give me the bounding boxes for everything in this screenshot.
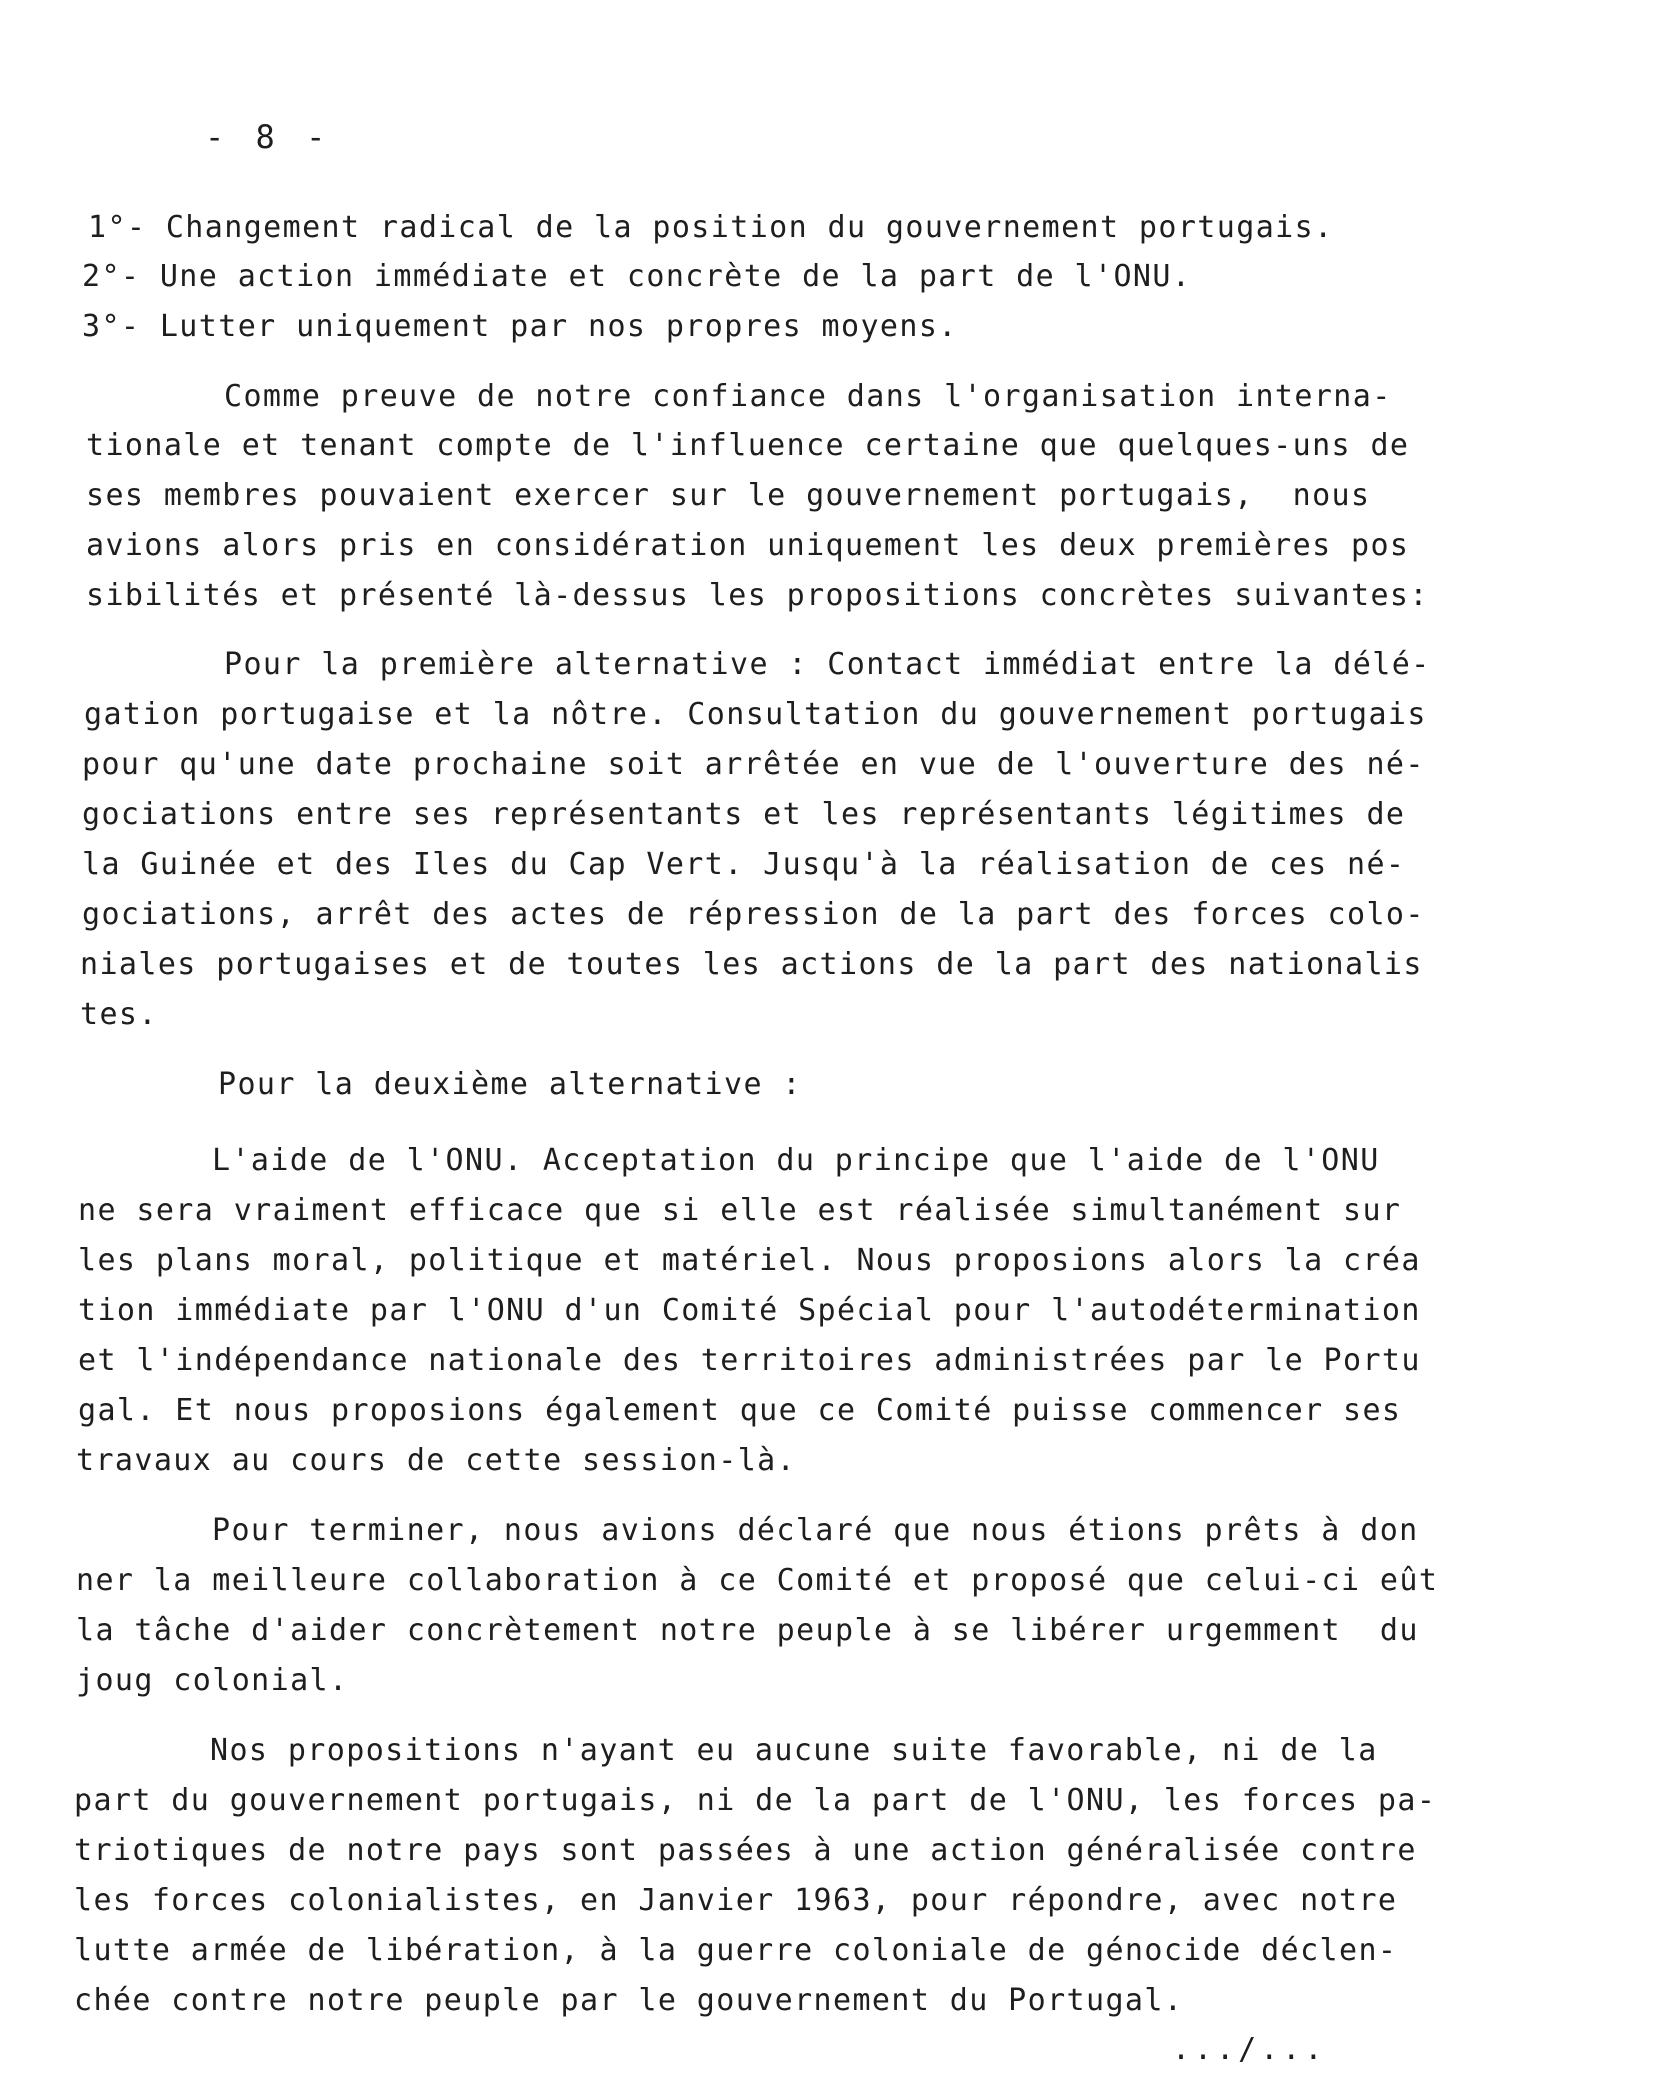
paragraph-line: et l'indépendance nationale des territoires administrées par le Portu: [78, 1343, 1421, 1378]
paragraph-line: ne sera vraiment efficace que si elle est réalisée simultanément sur: [78, 1193, 1402, 1228]
paragraph-line: la tâche d'aider concrètement notre peuple à se libérer urgemment du: [76, 1613, 1419, 1648]
paragraph-line: les forces colonialistes, en Janvier 1963, pour répondre, avec notre: [74, 1883, 1398, 1918]
paragraph-line: Pour la première alternative : Contact immédiat entre la délé-: [224, 647, 1431, 682]
paragraph-line: gociations entre ses représentants et les représentants légitimes de: [82, 797, 1406, 832]
paragraph-line: gation portugaise et la nôtre. Consultation du gouvernement portugais: [84, 697, 1427, 732]
paragraph-line: Pour la deuxième alternative :: [218, 1067, 802, 1102]
page-number: - 8 -: [205, 118, 332, 156]
paragraph-line: sibilités et présenté là-dessus les propositions concrètes suivantes:: [86, 578, 1429, 613]
paragraph-line: Pour terminer, nous avions déclaré que nous étions prêts à don: [212, 1513, 1419, 1548]
paragraph-line: tion immédiate par l'ONU d'un Comité Spécial pour l'autodétermination: [78, 1293, 1421, 1328]
paragraph-line: tes.: [80, 997, 158, 1032]
paragraph-line: la Guinée et des Iles du Cap Vert. Jusqu'à la réalisation de ces né-: [82, 847, 1406, 882]
paragraph-line: tionale et tenant compte de l'influence certaine que quelques-uns de: [86, 428, 1410, 463]
paragraph-line: joug colonial.: [76, 1663, 349, 1698]
continuation-mark: .../...: [1172, 2032, 1327, 2067]
paragraph-line: L'aide de l'ONU. Acceptation du principe que l'aide de l'ONU: [212, 1143, 1380, 1178]
paragraph-line: ses membres pouvaient exercer sur le gouvernement portugais, nous: [86, 478, 1371, 513]
paragraph-line: niales portugaises et de toutes les actions de la part des nationalis: [80, 947, 1423, 982]
paragraph-line: gociations, arrêt des actes de répression de la part des forces colo-: [82, 897, 1425, 932]
paragraph-line: les plans moral, politique et matériel. Nous proposions alors la créa: [78, 1243, 1421, 1278]
list-item: 3°- Lutter uniquement par nos propres moyens.: [82, 309, 958, 344]
paragraph-line: gal. Et nous proposions également que ce Comité puisse commencer ses: [78, 1393, 1402, 1428]
paragraph-line: ner la meilleure collaboration à ce Comité et proposé que celui-ci eût: [76, 1563, 1439, 1598]
paragraph-line: Comme preuve de notre confiance dans l'organisation interna-: [224, 379, 1392, 414]
paragraph-line: lutte armée de libération, à la guerre coloniale de génocide déclen-: [74, 1933, 1398, 1968]
list-item: 2°- Une action immédiate et concrète de la part de l'ONU.: [82, 259, 1192, 294]
paragraph-line: Nos propositions n'ayant eu aucune suite favorable, ni de la: [210, 1733, 1378, 1768]
paragraph-line: avions alors pris en considération uniquement les deux premières pos: [86, 528, 1410, 563]
paragraph-line: chée contre notre peuple par le gouvernement du Portugal.: [74, 1983, 1184, 2018]
paragraph-line: triotiques de notre pays sont passées à une action généralisée contre: [74, 1833, 1417, 1868]
paragraph-line: part du gouvernement portugais, ni de la part de l'ONU, les forces pa-: [74, 1783, 1437, 1818]
paragraph-line: travaux au cours de cette session-là.: [76, 1443, 797, 1478]
list-item: 1°- Changement radical de la position du gouvernement portugais.: [88, 210, 1334, 245]
paragraph-line: pour qu'une date prochaine soit arrêtée en vue de l'ouverture des né-: [82, 747, 1425, 782]
